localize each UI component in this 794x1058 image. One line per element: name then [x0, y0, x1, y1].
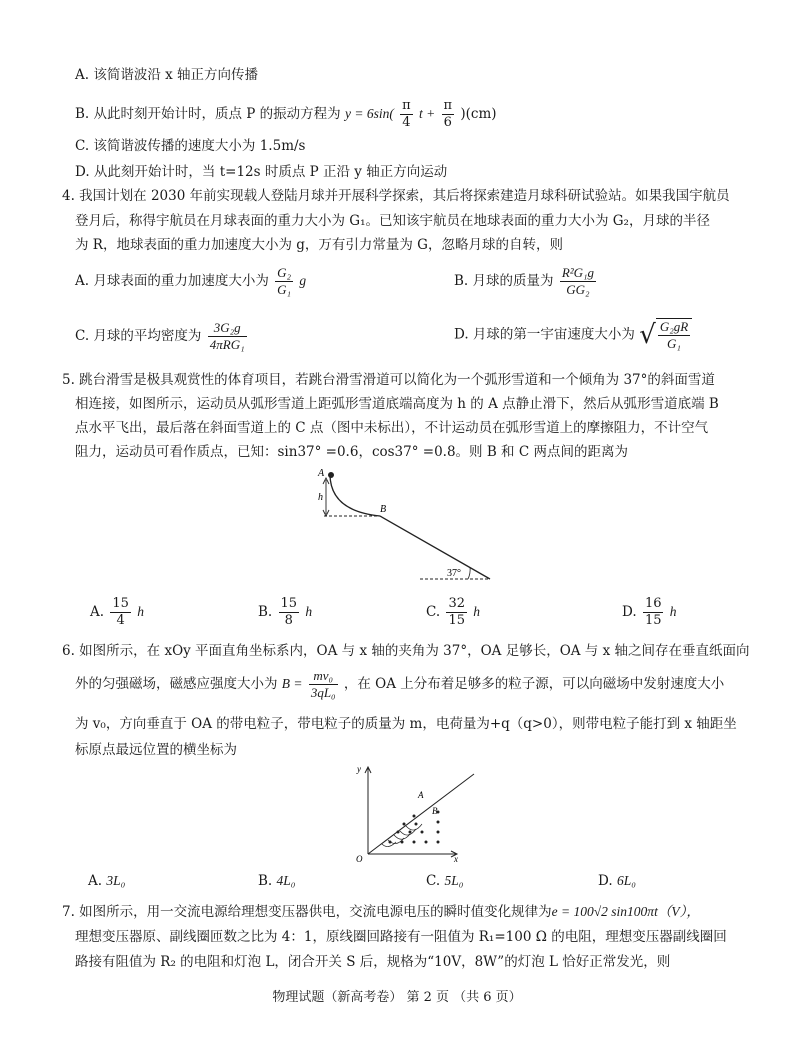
- q6-stem-line2: 外的匀强磁场，磁感应强度大小为 B = $\frac{\text{mv₀}}{\text{3qL₀}}$ ，在 OA 上分布着足够多的粒子源，可以向磁场中发射速度大小: [75, 668, 725, 700]
- q5-option-d: D. $\frac{16}{15}$ h: [622, 596, 677, 628]
- q7-stem-line2: 理想变压器原、副线圈匝数之比为 4：1，原线圈回路接有一阻值为 R₁=100 Ω 的电阻，理想变压器副线圈回: [75, 929, 727, 945]
- q5-stem-line3: 点水平飞出，最后落在斜面雪道上的 C 点（图中未标出），不计运动员在弧形雪道上的摩擦阻力，不计空气: [75, 420, 709, 436]
- skier-point: [328, 472, 334, 478]
- field-b-label: B: [432, 806, 438, 816]
- q4-option-d: D. 月球的第一宇宙速度大小为 √ $\frac{\text{G₂gR}}{\text{G₁}}$: [454, 318, 692, 352]
- q6-option-d: D. 6L₀: [598, 873, 636, 889]
- q7-stem-line3: 路接有阻值为 R₂ 的电阻和灯泡 L，闭合开关 S 后，规格为“10V，8W”的灯泡 L 恰好正常发光，则: [75, 954, 671, 970]
- q4-option-c: C. 月球的平均密度为 $\frac{\text{3G₂g}}{\text{4πRG₁}}$: [75, 320, 245, 352]
- point-a-label: A: [318, 468, 325, 479]
- q4-stem-line1: 4. 我国计划在 2030 年前实现载人登陆月球并开展科学探索，其后将探索建造月球科研试验站。如果我国宇航员: [62, 188, 730, 204]
- q4-stem-line2: 登月后，称得宇航员在月球表面的重力大小为 G₁。已知该宇航员在地球表面的重力大小为 G₂，月球的半径: [75, 213, 710, 229]
- q3-option-a: A. 该简谐波沿 x 轴正方向传播: [75, 67, 259, 83]
- q6-option-b: B. 4L₀: [258, 873, 296, 889]
- q5-option-b: B. $\frac{15}{8}$ h: [258, 596, 313, 628]
- q5-stem-line1: 5. 跳台滑雪是极具观赏性的体育项目，若跳台滑雪滑道可以简化为一个弧形雪道和一个倾角为 37°的斜面雪道: [62, 372, 715, 388]
- q5-option-c: C. $\frac{32}{15}$ h: [426, 596, 481, 628]
- curved-track: [330, 474, 380, 516]
- point-a-label: A: [418, 790, 424, 800]
- q5-stem-line2: 相连接，如图所示，运动员从弧形雪道上距弧形雪道底端高度为 h 的 A 点静止滑下，然后从弧形雪道底端 B: [75, 396, 719, 412]
- q5-stem-line4: 阻力，运动员可看作质点，已知：sin37° =0.6，cos37° =0.8。则 B 和 C 两点间的距离为: [75, 444, 628, 460]
- q4-stem-line3: 为 R，地球表面的重力加速度大小为 g，万有引力常量为 G，忽略月球的自转，则: [75, 237, 563, 253]
- q6-stem-line3: 为 v₀，方向垂直于 OA 的带电粒子，带电粒子的质量为 m，电荷量为+q（q>0），则带电粒子能打到 x 轴距坐: [75, 716, 737, 732]
- q6-stem-line4: 标原点最远位置的横坐标为: [75, 742, 237, 758]
- x-axis-label: x: [454, 854, 458, 864]
- point-b-label: B: [380, 504, 387, 515]
- q4-option-b: B. 月球的质量为 $\frac{\text{R²G₁g}}{\text{GG₂}}$: [454, 265, 595, 297]
- q3-b-frac2: $\frac{\pi}{6}$: [443, 98, 453, 130]
- q6-option-a: A. 3L₀: [88, 873, 126, 889]
- slope-track: [380, 516, 490, 579]
- q3-option-b: B. 从此时刻开始计时，质点 P 的振动方程为 y = 6sin( $\frac{\pi}{4}$ t + $\frac{\pi}{6}$ )(cm): [75, 98, 497, 130]
- ski-jump-figure: [310, 466, 500, 588]
- angle-label: 37°: [447, 568, 461, 579]
- origin-label: O: [356, 854, 363, 864]
- q7-stem-line1: 7. 如图所示，用一交流电源给理想变压器供电，交流电源电压的瞬时值变化规律为e = 100√2 sin100πt（V），: [62, 904, 700, 920]
- y-axis-label: y: [357, 764, 361, 774]
- q3-option-c: C. 该简谐波传播的速度大小为 1.5m/s: [75, 138, 306, 154]
- page-footer: 物理试题（新高考卷） 第 2 页 （共 6 页）: [272, 990, 522, 1005]
- q6-option-c: C. 5L₀: [426, 873, 464, 889]
- q4-option-a: A. 月球表面的重力加速度大小为 $\frac{\text{G₂}}{\text{G₁}}$ g: [75, 265, 307, 297]
- q3-b-frac1: $\frac{\pi}{4}$: [402, 98, 411, 130]
- q3-option-d: D. 从此刻开始计时，当 t=12s 时质点 P 正沿 y 轴正方向运动: [75, 164, 448, 180]
- height-label: h: [318, 492, 323, 503]
- magnetic-field-figure: [352, 762, 478, 864]
- angle-arc: [468, 567, 470, 579]
- q6-stem-line1: 6. 如图所示，在 xOy 平面直角坐标系内，OA 与 x 轴的夹角为 37°，OA 足够长，OA 与 x 轴之间存在垂直纸面向: [62, 643, 750, 659]
- q5-option-a: A. $\frac{15}{4}$ h: [90, 596, 144, 628]
- oa-line: [368, 774, 474, 854]
